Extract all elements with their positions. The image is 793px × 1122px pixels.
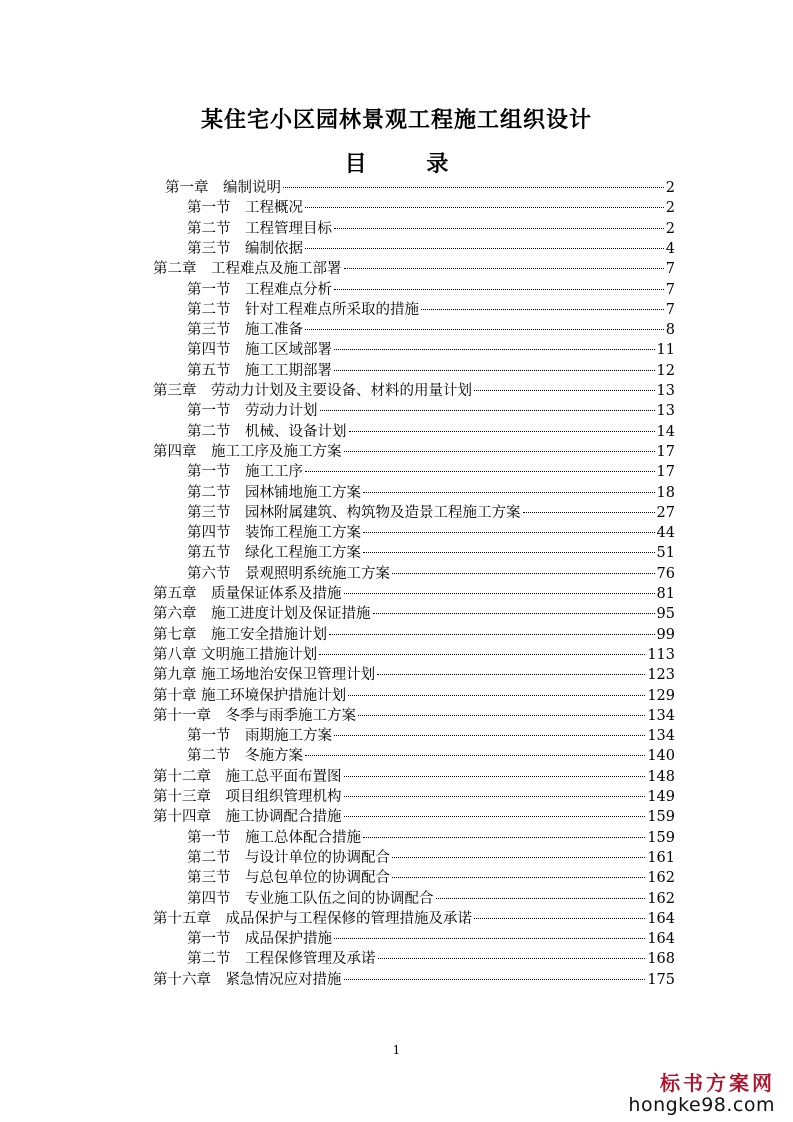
toc-section-entry[interactable] [187, 340, 675, 360]
toc-dot-leader [334, 370, 655, 371]
toc-entry-label: 第六章 施工进度计划及保证措施 [153, 606, 371, 623]
toc-entry-label: 第十章 施工环境保护措施计划 [153, 687, 347, 704]
toc-chapter-entry[interactable] [153, 767, 675, 787]
toc-dot-leader [392, 857, 645, 858]
toc-entry-page-number: 134 [647, 728, 675, 745]
toc-section-entry[interactable] [187, 483, 675, 503]
toc-dot-leader [305, 755, 645, 756]
toc-entry-page-number: 95 [656, 606, 675, 623]
toc-chapter-entry[interactable] [153, 381, 675, 401]
document-title: 某住宅小区园林景观工程施工组织设计 [200, 107, 592, 133]
toc-section-entry[interactable] [187, 198, 675, 218]
toc-dot-leader [392, 877, 645, 878]
toc-entry-label: 第二节 机械、设备计划 [187, 423, 347, 440]
toc-entry-label: 第九章 施工场地治安保卫管理计划 [153, 667, 376, 684]
toc-entry-page-number: 162 [647, 870, 675, 887]
toc-chapter-entry[interactable] [153, 645, 675, 665]
toc-section-entry[interactable] [187, 746, 675, 766]
toc-section-entry[interactable] [187, 543, 675, 563]
toc-entry-label: 第二节 工程管理目标 [187, 220, 332, 237]
toc-entry-label: 第二节 冬施方案 [187, 748, 303, 765]
toc-dot-leader [377, 674, 645, 675]
toc-chapter-entry[interactable] [153, 259, 675, 279]
toc-entry-page-number: 81 [656, 586, 675, 602]
toc-dot-leader [436, 898, 646, 899]
toc-entry-label: 第一节 雨期施工方案 [187, 728, 332, 745]
toc-dot-leader [344, 451, 655, 452]
toc-chapter-entry[interactable] [153, 625, 675, 645]
toc-dot-leader [319, 654, 645, 655]
toc-entry-page-number: 140 [647, 748, 675, 765]
toc-entry-page-number: 123 [647, 667, 675, 684]
toc-chapter-entry[interactable] [153, 706, 675, 726]
toc-entry-label: 第三章 劳动力计划及主要设备、材料的用量计划 [153, 383, 472, 399]
toc-dot-leader [334, 349, 655, 350]
page-number: 1 [392, 1043, 401, 1057]
toc-section-entry[interactable] [187, 401, 675, 421]
toc-chapter-entry[interactable] [153, 604, 675, 624]
toc-entry-page-number: 175 [647, 971, 675, 988]
toc-dot-leader [349, 431, 655, 432]
toc-chapter-entry[interactable] [153, 787, 675, 807]
toc-dot-leader [378, 958, 646, 959]
toc-section-entry[interactable] [187, 726, 675, 746]
toc-entry-label: 第六节 景观照明系统施工方案 [187, 565, 390, 582]
toc-entry-label: 第三节 施工准备 [187, 322, 303, 339]
toc-entry-page-number: 2 [665, 200, 675, 217]
toc-entry-page-number: 17 [656, 464, 675, 481]
toc-section-entry[interactable] [187, 828, 675, 848]
toc-section-entry[interactable] [187, 422, 675, 442]
toc-entry-page-number: 162 [647, 890, 675, 907]
toc-entry-label: 第三节 园林附属建筑、构筑物及造景工程施工方案 [187, 504, 521, 521]
toc-dot-leader [305, 329, 664, 330]
watermark [628, 1067, 775, 1116]
toc-section-entry[interactable] [187, 949, 675, 969]
toc-entry-page-number: 7 [665, 261, 675, 278]
toc-entry-label: 第二节 园林铺地施工方案 [187, 484, 361, 501]
toc-entry-label: 第十三章 项目组织管理机构 [153, 789, 342, 805]
toc-section-entry[interactable] [187, 300, 675, 320]
toc-entry-label: 第一章 编制说明 [165, 180, 281, 196]
toc-entry-page-number: 18 [656, 484, 675, 501]
toc-entry-label: 第二节 工程保修管理及承诺 [187, 951, 376, 968]
toc-dot-leader [348, 695, 645, 696]
toc-entry-label: 第一节 劳动力计划 [187, 403, 318, 420]
toc-chapter-entry[interactable] [153, 807, 675, 827]
toc-entry-page-number: 76 [656, 565, 675, 582]
watermark-brand: 标书方案网 [660, 1071, 775, 1095]
toc-entry-label: 第三节 编制依据 [187, 240, 303, 257]
toc-entry-page-number: 51 [656, 545, 675, 562]
toc-dot-leader [474, 390, 655, 391]
toc-dot-leader [523, 512, 655, 513]
toc-entry-page-number: 12 [656, 362, 675, 379]
toc-dot-leader [358, 715, 645, 716]
toc-dot-leader [334, 735, 645, 736]
toc-section-entry[interactable] [187, 462, 675, 482]
toc-entry-page-number: 7 [665, 281, 675, 298]
toc-entry-page-number: 168 [647, 951, 675, 968]
toc-dot-leader [320, 410, 655, 411]
toc-section-entry[interactable] [187, 848, 675, 868]
toc-entry-page-number: 113 [647, 646, 675, 663]
toc-entry-label: 第五章 质量保证体系及措施 [153, 586, 342, 602]
toc-entry-label: 第四节 施工区域部署 [187, 342, 332, 359]
toc-entry-label: 第二节 针对工程难点所采取的措施 [187, 301, 419, 318]
toc-entry-page-number: 2 [665, 180, 675, 196]
toc-entry-label: 第十四章 施工协调配合措施 [153, 809, 342, 826]
toc-entry-page-number: 4 [665, 240, 675, 257]
toc-dot-leader [344, 776, 646, 777]
toc-entry-page-number: 164 [647, 910, 675, 927]
toc-dot-leader [334, 938, 645, 939]
toc-dot-leader [363, 532, 655, 533]
toc-dot-leader [283, 187, 664, 188]
toc-entry-page-number: 17 [656, 443, 675, 460]
toc-dot-leader [329, 634, 655, 635]
watermark-url: hongke98.com [628, 1094, 775, 1116]
toc-entry-label: 第五节 施工工期部署 [187, 362, 332, 379]
toc-entry-page-number: 11 [656, 342, 675, 359]
toc-entry-label: 第四节 专业施工队伍之间的协调配合 [187, 890, 434, 907]
toc-entry-page-number: 129 [647, 687, 675, 704]
toc-entry-label: 第二节 与设计单位的协调配合 [187, 849, 390, 866]
toc-entry-label: 第三节 与总包单位的协调配合 [187, 870, 390, 887]
toc-dot-leader [305, 471, 655, 472]
toc-entry-page-number: 161 [647, 849, 675, 866]
toc-chapter-entry[interactable] [153, 909, 675, 929]
toc-entry-page-number: 14 [656, 423, 675, 440]
toc-dot-leader [334, 289, 664, 290]
toc-chapter-entry[interactable] [165, 178, 675, 198]
toc-section-entry[interactable] [187, 564, 675, 584]
toc-entry-page-number: 44 [656, 525, 675, 542]
toc-entry-label: 第八章 文明施工措施计划 [153, 646, 318, 663]
toc-entry-page-number: 27 [656, 504, 675, 521]
toc-dot-leader [363, 837, 645, 838]
toc-entry-label: 第十一章 冬季与雨季施工方案 [153, 707, 356, 724]
toc-section-entry[interactable] [187, 929, 675, 949]
toc-entry-label: 第四节 装饰工程施工方案 [187, 525, 361, 542]
toc-entry-page-number: 164 [647, 931, 675, 948]
toc-entry-page-number: 13 [656, 403, 675, 420]
toc-section-entry[interactable] [187, 239, 675, 259]
toc-dot-leader [421, 309, 664, 310]
toc-entry-label: 第十二章 施工总平面布置图 [153, 768, 342, 785]
toc-entry-label: 第一节 工程概况 [187, 200, 303, 217]
toc-entry-page-number: 134 [647, 707, 675, 724]
toc-entry-page-number: 99 [656, 626, 675, 643]
toc-entry-label: 第二章 工程难点及施工部署 [153, 261, 342, 278]
toc-entry-label: 第一节 成品保护措施 [187, 931, 332, 948]
toc-entry-page-number: 2 [665, 220, 675, 237]
toc-section-entry[interactable] [187, 503, 675, 523]
toc-section-entry[interactable] [187, 280, 675, 300]
toc-dot-leader [344, 268, 664, 269]
toc-dot-leader [344, 816, 646, 817]
toc-entry-page-number: 7 [665, 301, 675, 318]
toc-entry-label: 第五节 绿化工程施工方案 [187, 545, 361, 562]
toc-dot-leader [344, 593, 655, 594]
toc-dot-leader [392, 573, 655, 574]
toc-section-entry[interactable] [187, 523, 675, 543]
toc-chapter-entry[interactable] [153, 686, 675, 706]
toc-entry-page-number: 148 [647, 768, 675, 785]
toc-dot-leader [344, 979, 646, 980]
toc-chapter-entry[interactable] [153, 970, 675, 990]
toc-dot-leader [305, 248, 664, 249]
toc-dot-leader [373, 613, 655, 614]
toc-section-entry[interactable] [187, 219, 675, 239]
toc-dot-leader [305, 207, 664, 208]
toc-entry-page-number: 149 [647, 789, 675, 805]
toc-section-entry[interactable] [187, 320, 675, 340]
toc-entry-label: 第十五章 成品保护与工程保修的管理措施及承诺 [153, 910, 472, 927]
toc-entry-label: 第一节 施工工序 [187, 464, 303, 481]
toc-entry-page-number: 159 [647, 829, 675, 846]
toc-dot-leader [344, 796, 646, 797]
toc-section-entry[interactable] [187, 868, 675, 888]
toc-chapter-entry[interactable] [153, 584, 675, 604]
toc-section-entry[interactable] [187, 889, 675, 909]
toc-entry-label: 第一节 施工总体配合措施 [187, 829, 361, 846]
toc-chapter-entry[interactable] [153, 442, 675, 462]
toc-dot-leader [334, 228, 664, 229]
toc-dot-leader [363, 552, 655, 553]
toc-entry-page-number: 13 [656, 383, 675, 399]
toc-entry-label: 第十六章 紧急情况应对措施 [153, 971, 342, 988]
toc-entry-label: 第一节 工程难点分析 [187, 281, 332, 298]
toc-entry-page-number: 159 [647, 809, 675, 826]
toc-entry-label: 第七章 施工安全措施计划 [153, 626, 327, 643]
toc-dot-leader [474, 918, 645, 919]
toc-heading: 目 录 [344, 151, 475, 177]
toc-entry-page-number: 8 [665, 322, 675, 339]
toc-section-entry[interactable] [187, 361, 675, 381]
toc-entry-label: 第四章 施工工序及施工方案 [153, 443, 342, 460]
toc-chapter-entry[interactable] [153, 665, 675, 685]
toc-dot-leader [363, 492, 655, 493]
